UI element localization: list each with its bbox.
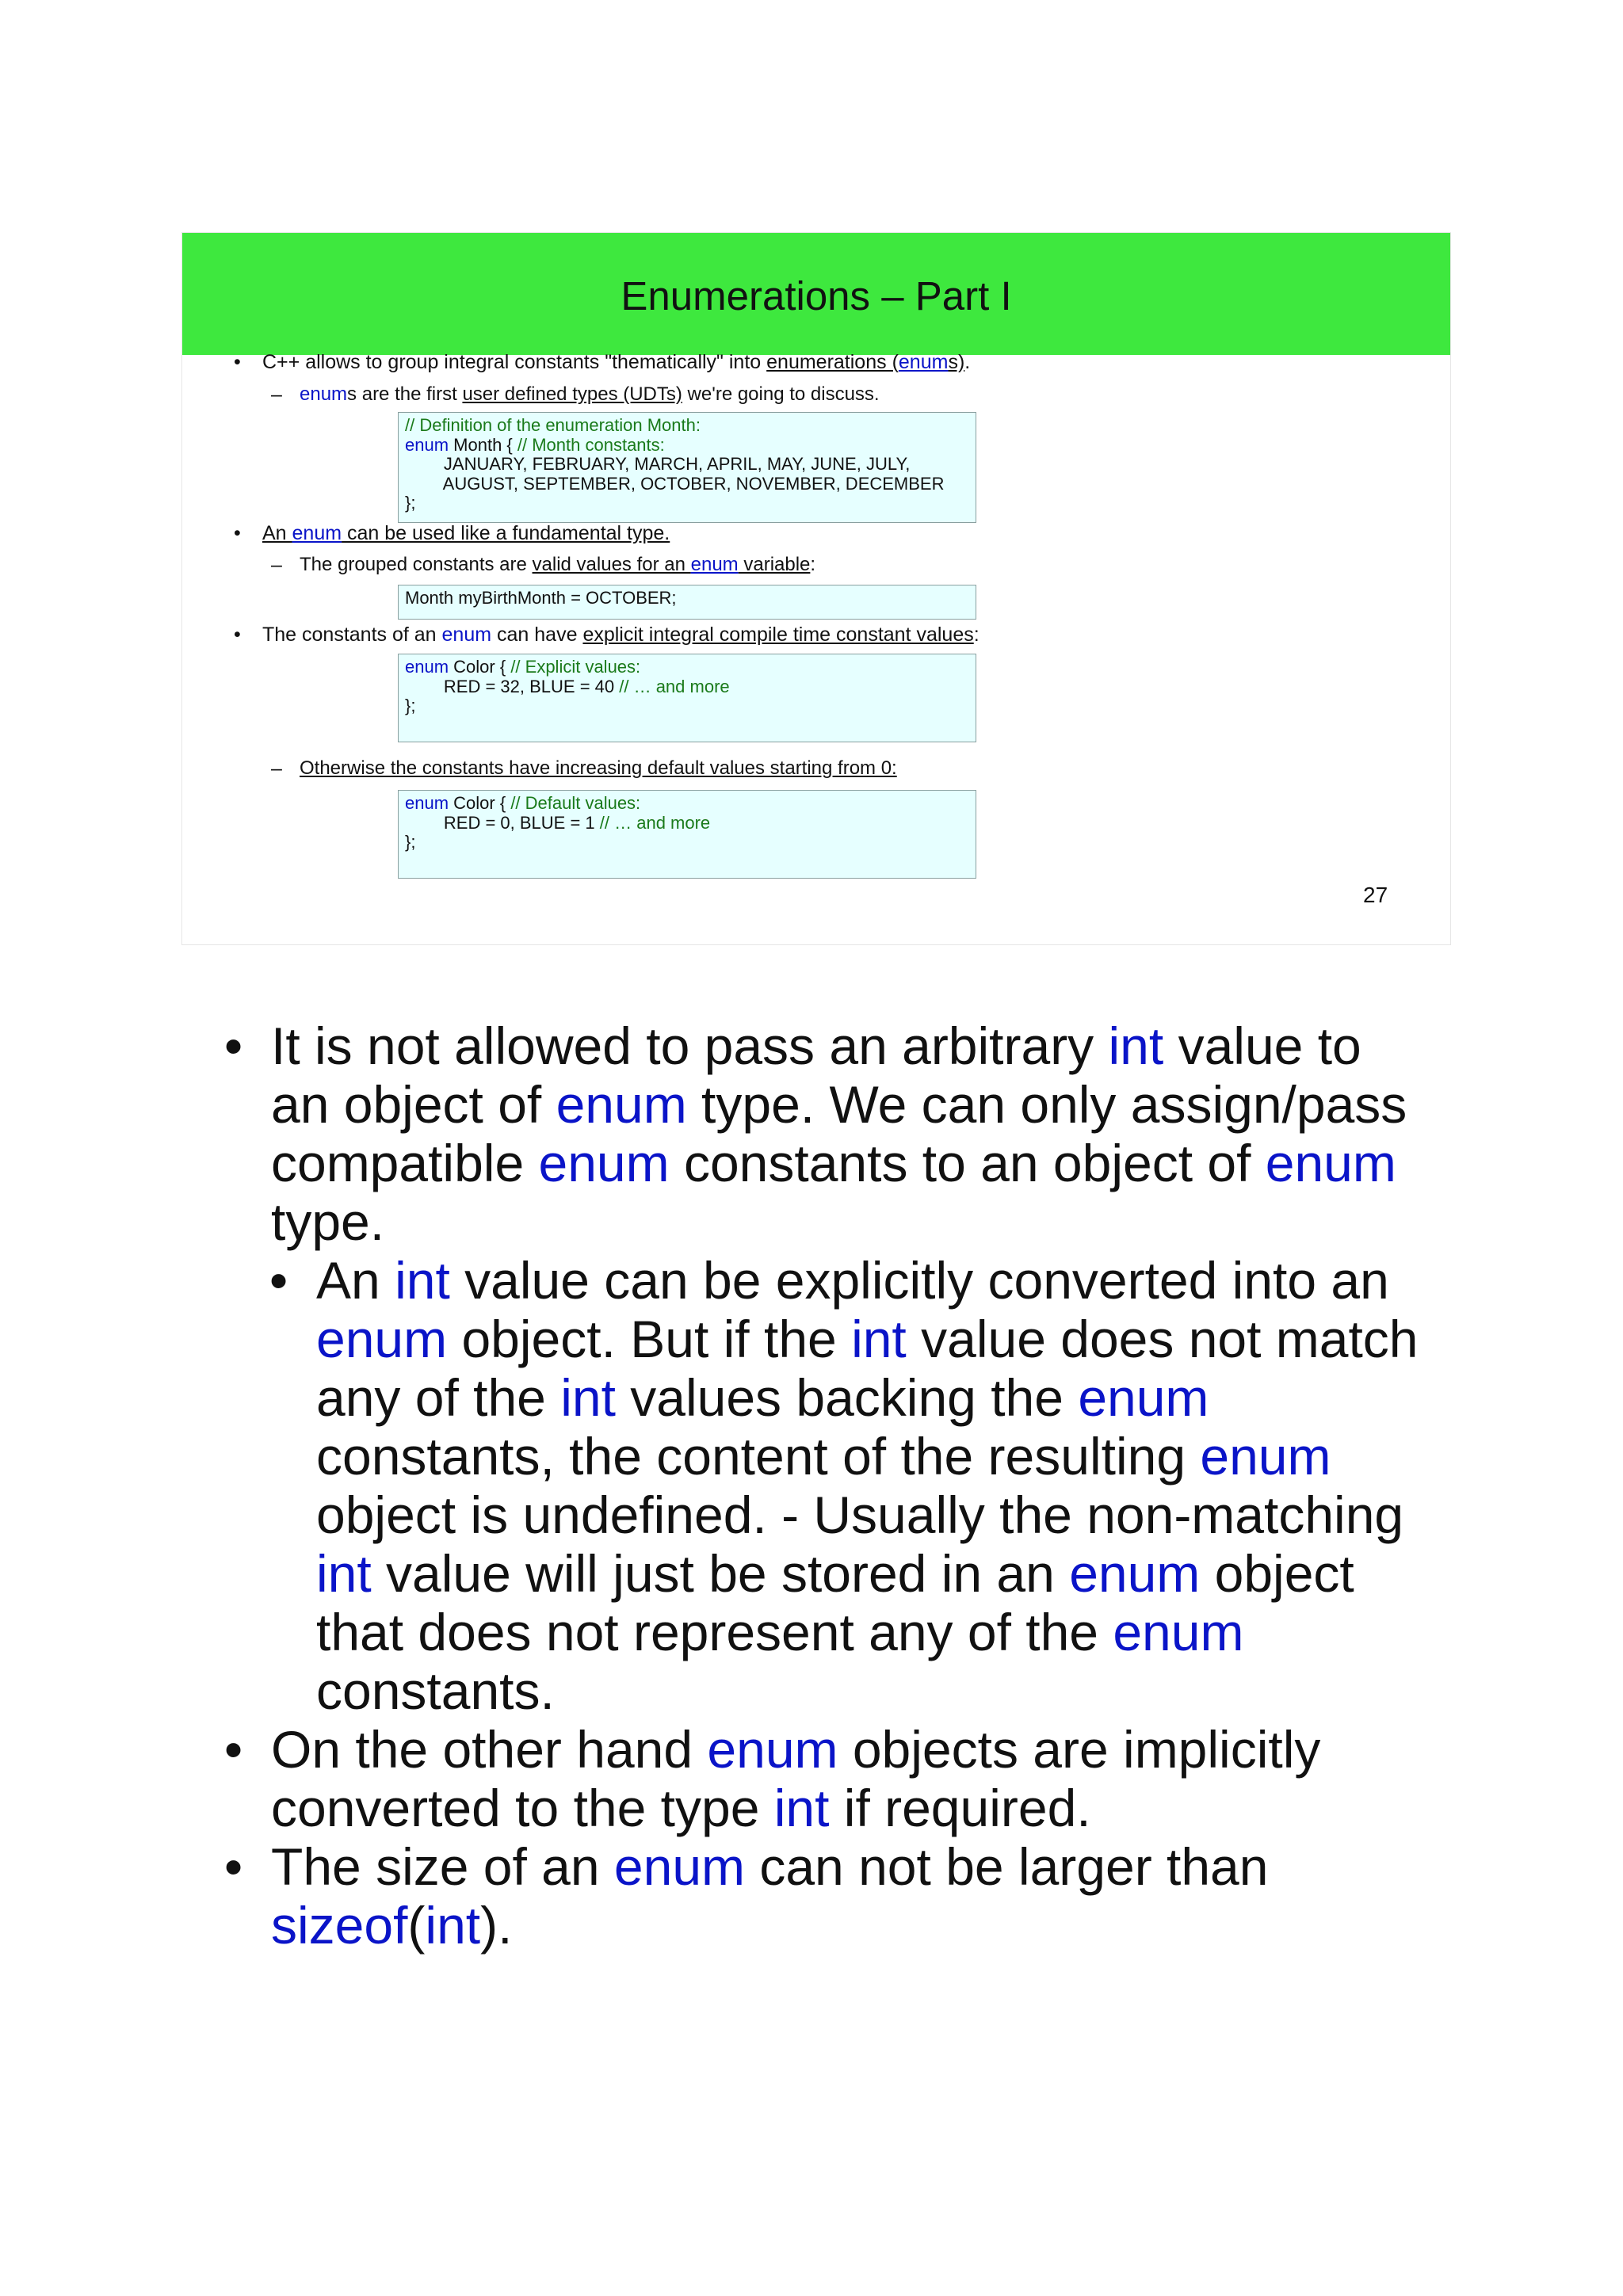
notes-p2-line5: object is undefined. - Usually the non-matching — [316, 1486, 1404, 1544]
slide-sub-dash: – — [271, 554, 282, 576]
code-block-default-values: enum Color { // Default values: RED = 0, BLUE = 1 // … and more }; — [398, 790, 976, 879]
slide-page-number: 27 — [1363, 883, 1388, 907]
notes-bullet-2: • — [269, 1251, 288, 1310]
notes-p3-line1: On the other hand enum objects are implicitly — [271, 1720, 1321, 1779]
notes-p1-line4: type. — [271, 1192, 385, 1251]
slide-bullet-3-text: The constants of an enum can have explicit integral compile time constant values: — [262, 624, 980, 646]
slide-sub-1-text: enums are the first user defined types (UDTs) we're going to discuss. — [300, 383, 880, 405]
slide-bullet-3-dot: • — [234, 624, 241, 646]
notes-bullet-4: • — [224, 1837, 243, 1896]
slide-title: Enumerations – Part I — [621, 273, 1012, 318]
notes-bullet-1: • — [224, 1016, 243, 1075]
notes-p2-line4: constants, the content of the resulting enum — [316, 1427, 1331, 1486]
slide-sub-2-text: The grouped constants are valid values for an enum variable: — [300, 554, 816, 575]
notes-bullet-3: • — [224, 1720, 243, 1779]
code-block-month-definition: // Definition of the enumeration Month: enum Month { // Month constants: JANUARY, FEBRUARY, MARCH, APRIL, MAY, JUNE, JULY, AUGUST, SEPTEMBER, OCTOBER, NOVEMBER, DECEMBER }; — [398, 412, 976, 523]
slide-sub-dash: – — [271, 383, 282, 406]
slide-bullet-2-text: An enum can be used like a fundamental type. — [262, 522, 670, 544]
notes-p1-line2: an object of enum type. We can only assign/pass — [271, 1075, 1407, 1134]
notes-p4-line1: The size of an enum can not be larger than — [271, 1837, 1269, 1896]
bullet-dot: • — [234, 351, 241, 373]
slide-bullet-1 — [234, 350, 241, 374]
notes-p1-line1: It is not allowed to pass an arbitrary int value to — [271, 1016, 1361, 1075]
notes-p1-line3: compatible enum constants to an object of enum — [271, 1134, 1396, 1192]
slide-sub-dash: – — [271, 757, 282, 780]
code-block-birth-month: Month myBirthMonth = OCTOBER; — [398, 585, 976, 620]
notes-p3-line2: converted to the type int if required. — [271, 1779, 1091, 1837]
notes-p2-line1: An int value can be explicitly converted into an — [316, 1251, 1389, 1310]
notes-p2-line2: enum object. But if the int value does not match — [316, 1310, 1419, 1368]
notes-p4-line2: sizeof(int). — [271, 1896, 513, 1955]
slide-sub-3-text: Otherwise the constants have increasing default values starting from 0: — [300, 757, 897, 779]
notes-p2-line6: int value will just be stored in an enum object — [316, 1544, 1354, 1603]
notes-p2-line3: any of the int values backing the enum — [316, 1368, 1209, 1427]
notes-p2-line8: constants. — [316, 1661, 555, 1720]
notes-p2-line7: that does not represent any of the enum — [316, 1603, 1244, 1661]
code-block-explicit-values: enum Color { // Explicit values: RED = 32, BLUE = 40 // … and more }; — [398, 654, 976, 742]
slide-bullet-1-text: C++ allows to group integral constants "thematically" into enumerations (enums). — [262, 351, 971, 373]
slide-bullet-2-dot: • — [234, 522, 241, 544]
slide-thumbnail — [181, 232, 1451, 945]
